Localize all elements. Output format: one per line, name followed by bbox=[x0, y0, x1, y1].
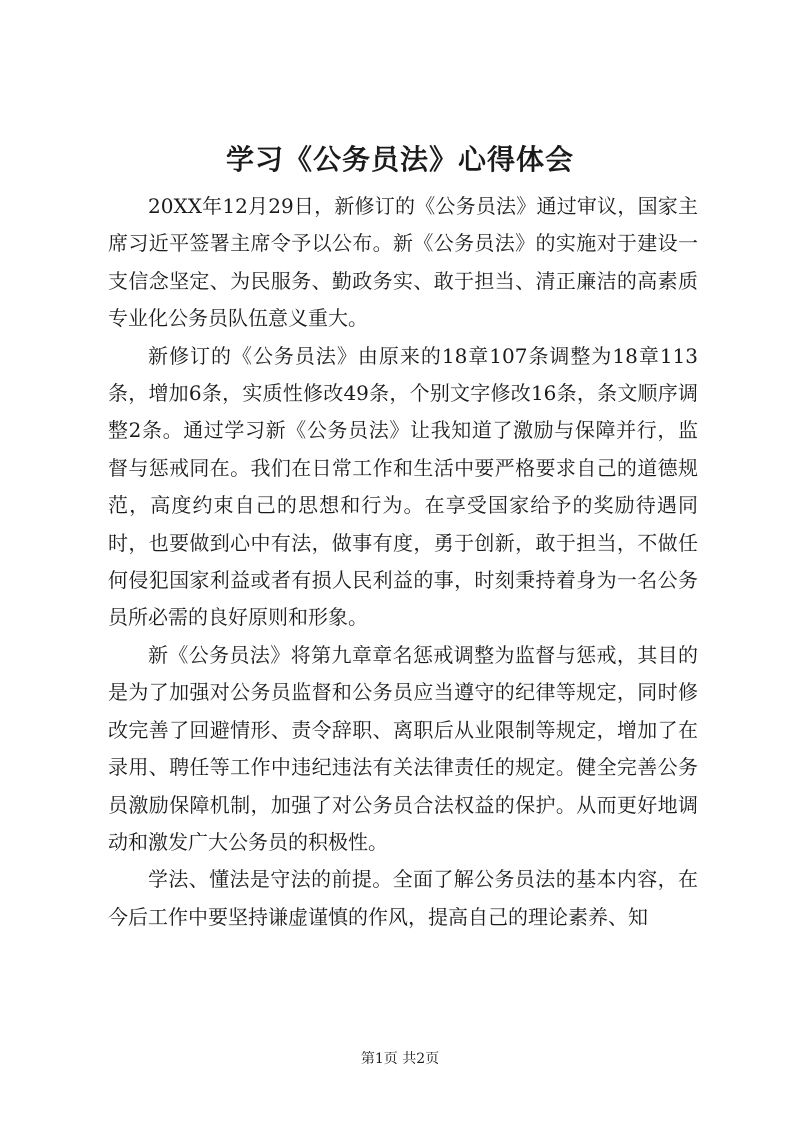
document-body bbox=[108, 188, 698, 936]
paragraph: 新《公务员法》将第九章章名惩戒调整为监督与惩戒，其目的是为了加强对公务员监督和公务员应当遵守的纪律等规定，同时修改完善了回避情形、责令辞职、离职后从业限制等规定，增加了在录用、聘任等工作中违纪违法有关法律责任的规定。健全完善公务员激励保障机制，加强了对公务员合法权益的保护。从而更好地调动和激发广大公务员的积极性。 bbox=[108, 642, 698, 854]
document-title: 学习《公务员法》心得体会 bbox=[225, 143, 574, 176]
paragraph: 学法、懂法是守法的前提。全面了解公务员法的基本内容，在今后工作中要坚持谦虚谨慎的作风，提高自己的理论素养、知 bbox=[108, 867, 698, 929]
paragraph: 新修订的《公务员法》由原来的18章107条调整为18章113条，增加6条，实质性修改49条，个别文字修改16条，条文顺序调整2条。通过学习新《公务员法》让我知道了激励与保障并行，监督与惩戒同在。我们在日常工作和生活中要严格要求自己的道德规范，高度约束自己的思想和行为。在享受国家给予的奖励待遇同时，也要做到心中有法，做事有度，勇于创新，敢于担当，不做任何侵犯国家利益或者有损人民利益的事，时刻秉持着身为一名公务员所必需的良好原则和形象。 bbox=[108, 343, 698, 630]
paragraph: 20XX年12月29日，新修订的《公务员法》通过审议，国家主席习近平签署主席令予以公布。新《公务员法》的实施对于建设一支信念坚定、为民服务、勤政务实、敢于担当、清正廉洁的高素质专业化公务员队伍意义重大。 bbox=[108, 194, 698, 331]
page-number-footer: 第1页 共2页 bbox=[360, 1051, 440, 1067]
